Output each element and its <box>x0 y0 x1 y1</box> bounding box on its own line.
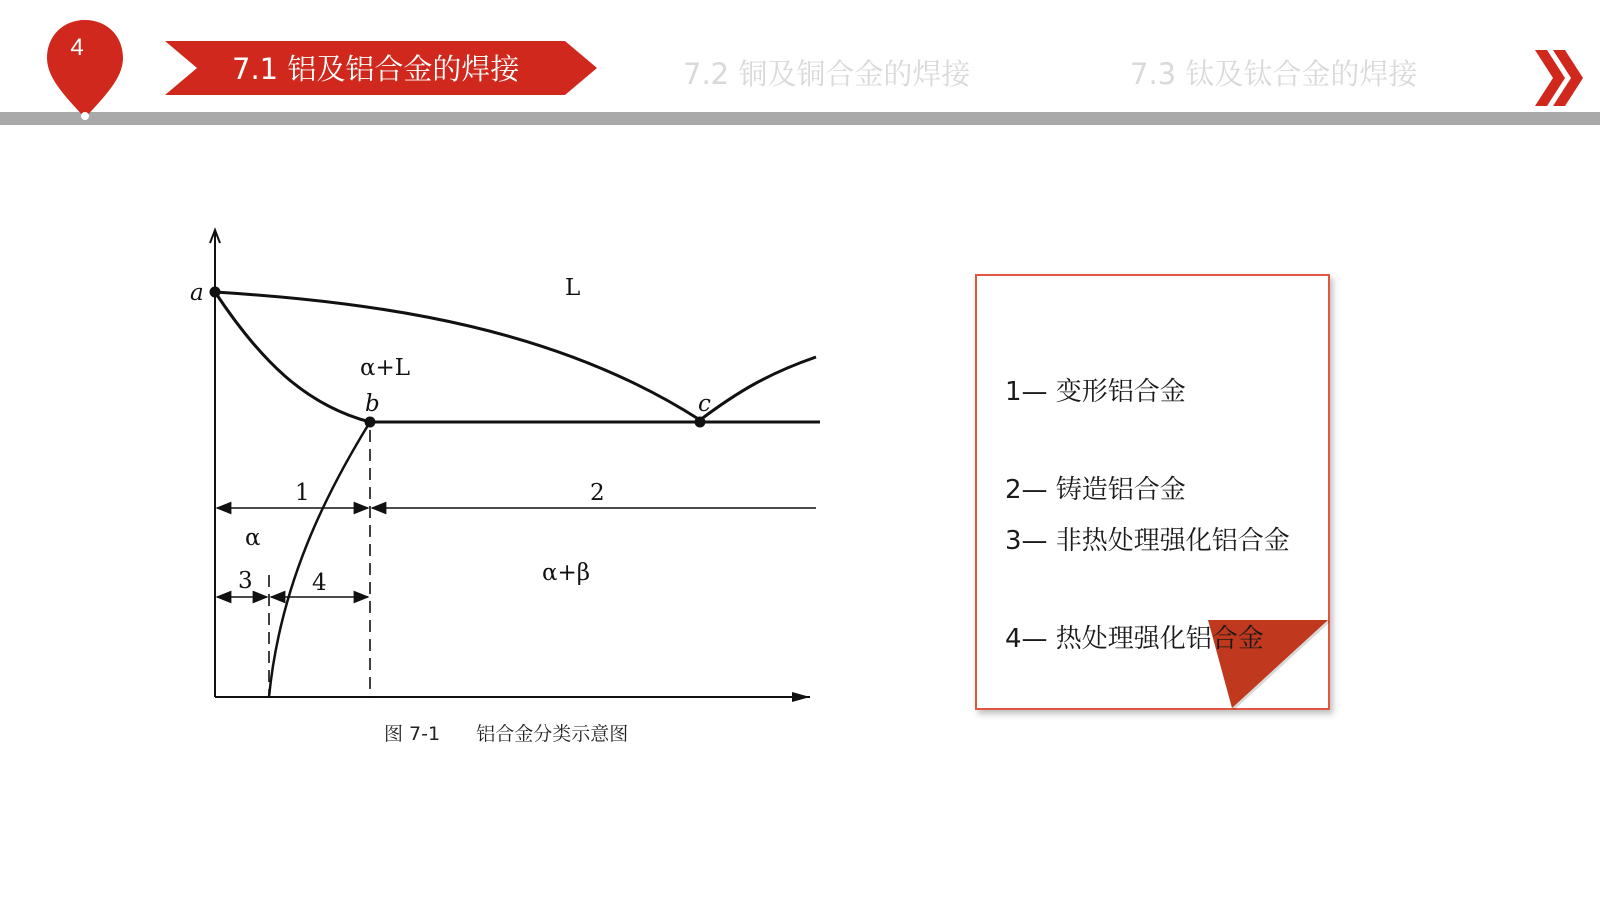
point-a <box>210 287 221 298</box>
legend-item-1: 1— 变形铝合金 <box>1005 377 1186 407</box>
x-axis-arrow <box>792 692 810 702</box>
label-point-c: c <box>698 391 711 417</box>
tab-aluminum-welding[interactable]: 7.1 铝及铝合金的焊接 <box>232 52 520 86</box>
label-point-b: b <box>365 391 380 417</box>
legend-item-4: 4— 热处理强化铝合金 <box>1005 624 1264 654</box>
legend-item-2: 2— 铸造铝合金 <box>1005 475 1186 505</box>
double-chevron-right-icon[interactable] <box>1535 50 1585 106</box>
tab-titanium-welding[interactable]: 7.3 钛及钛合金的焊接 <box>1130 57 1418 91</box>
phase-diagram <box>180 225 840 745</box>
label-region-alpha-beta: α+β <box>542 560 591 586</box>
label-range-3: 3 <box>238 568 253 594</box>
label-point-a: a <box>190 280 204 306</box>
solvus-curve <box>269 422 370 697</box>
label-region-liquid: L <box>565 275 581 301</box>
label-range-4: 4 <box>312 570 327 596</box>
liquidus-curve <box>215 292 700 420</box>
point-b <box>365 417 376 428</box>
solidus-curve <box>215 292 370 422</box>
header-divider <box>0 112 1600 125</box>
point-c <box>695 417 706 428</box>
label-region-alpha-liquid: α+L <box>360 355 411 381</box>
section-number: 4 <box>70 34 84 61</box>
tab-copper-welding[interactable]: 7.2 铜及铜合金的焊接 <box>683 57 971 91</box>
diagram-caption: 图 7-1 铝合金分类示意图 <box>384 723 629 745</box>
legend-item-3: 3— 非热处理强化铝合金 <box>1005 526 1290 556</box>
label-range-1: 1 <box>295 480 310 506</box>
label-region-alpha: α <box>245 525 261 551</box>
liquidus-curve-right <box>700 357 816 420</box>
label-range-2: 2 <box>590 480 605 506</box>
